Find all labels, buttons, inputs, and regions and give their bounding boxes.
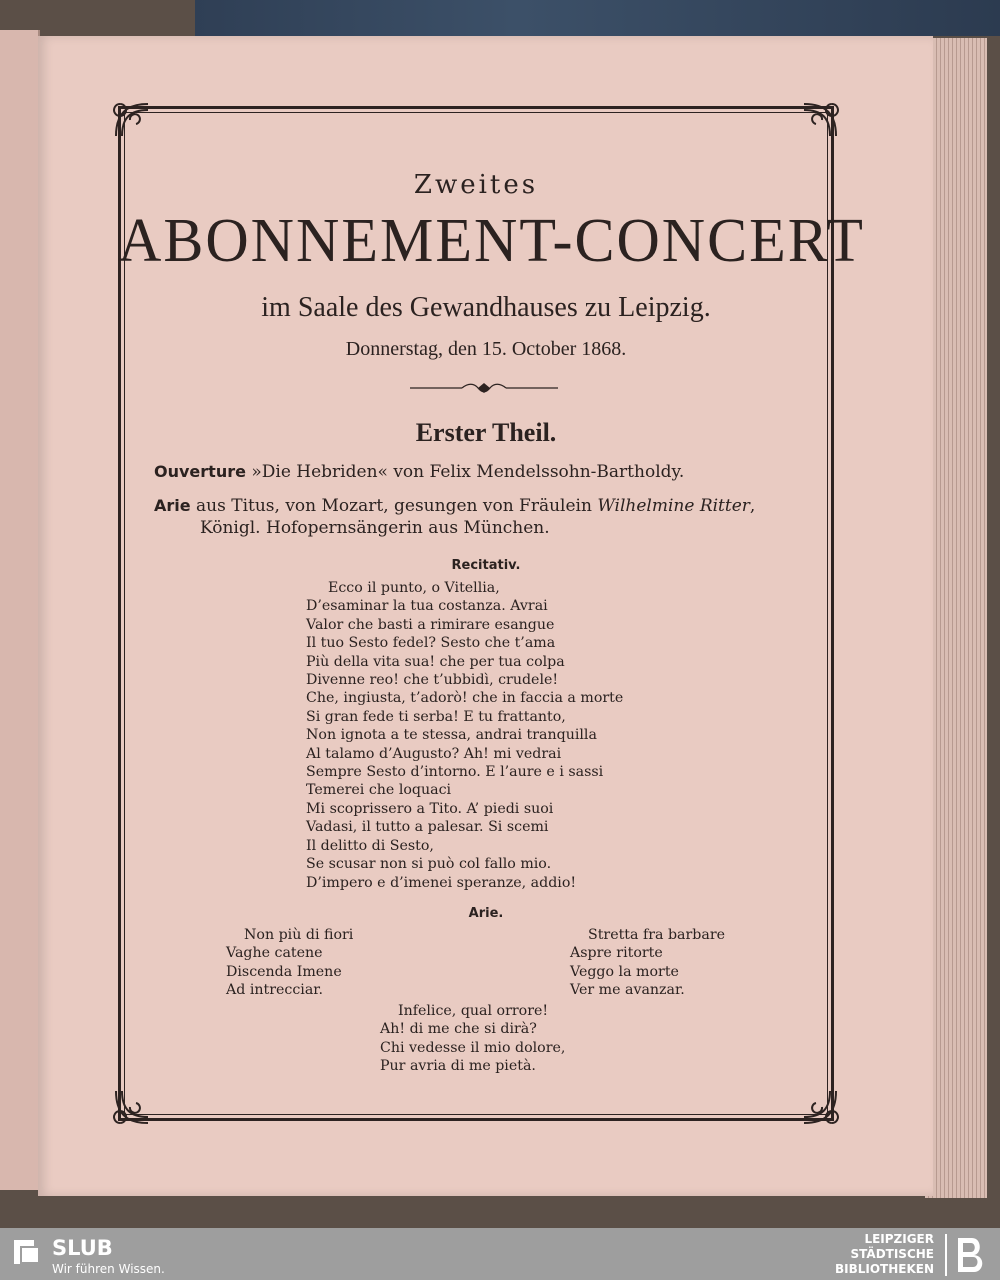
singer-name: Wilhelmine Ritter (597, 496, 750, 516)
venue-line: im Saale des Gewandhauses zu Leipzig. (261, 292, 711, 323)
slub-name[interactable]: SLUB (52, 1236, 113, 1260)
ouverture-line (154, 462, 684, 482)
arie-text: aus Titus, von Mozart, gesungen von Fräulein (190, 496, 598, 516)
part-heading: Erster Theil. (415, 418, 557, 447)
verse-line: Il tuo Sesto fedel? Sesto che t’ama (306, 635, 556, 652)
arie-label: Arie (154, 496, 191, 515)
verse-line: Al talamo d’Augusto? Ah! mi vedrai (306, 745, 562, 762)
verse-line: Infelice, qual orrore! (398, 1003, 549, 1019)
divider-ornament-icon (410, 381, 558, 395)
verse-line: D’impero e d’imenei speranze, addio! (306, 874, 577, 891)
ouverture-label: Ouverture (154, 462, 246, 481)
library-name-line: STÄDTISCHE (850, 1247, 934, 1261)
verse-line: Mi scoprissero a Tito. A’ piedi suoi (306, 800, 554, 817)
verse-line: Che, ingiusta, t’adorò! che in faccia a morte (306, 690, 624, 707)
recitativ-heading: Recitativ. (451, 558, 521, 573)
date-line: Donnerstag, den 15. October 1868. (345, 338, 627, 360)
verse-line: Non più di fiori (244, 927, 354, 943)
verse-line: Ad intrecciar. (226, 982, 324, 999)
verse-line: Si gran fede ti serba! E tu frattanto, (306, 708, 566, 725)
verse-line: Temerei che loquaci (306, 782, 452, 799)
library-name-line: BIBLIOTHEKEN (834, 1262, 934, 1276)
verse-line: Chi vedesse il mio dolore, (380, 1039, 566, 1056)
verse-line: Ecco il punto, o Vitellia, (328, 580, 500, 596)
page-title: ABONNEMENT-CONCERT (118, 205, 865, 275)
aria-right-stanza (570, 926, 725, 1000)
verse-line: Vadasi, il tutto a palesar. Si scemi (306, 819, 549, 836)
verse-line: Aspre ritorte (570, 945, 663, 962)
verse-line: Il delitto di Sesto, (306, 837, 434, 854)
verse-line: Sempre Sesto d’intorno. E l’aure e i sassi (306, 764, 604, 781)
corner-ornament-icon (108, 96, 154, 142)
aria-final-stanza (380, 1002, 565, 1076)
corner-ornament-icon (798, 96, 844, 142)
verse-line: Pur avria di me pietà. (380, 1058, 536, 1075)
verse-line: Non ignota a te stessa, andrai tranquilla (306, 727, 597, 744)
library-name-line: LEIPZIGER (864, 1232, 934, 1246)
left-page-edge (0, 30, 40, 1190)
verse-line: Valor che basti a rimirare esangue (306, 616, 555, 633)
arie-comma: , (749, 496, 756, 516)
verse-line: Divenne reo! che t’ubbidì, crudele! (306, 672, 559, 689)
slub-logo-icon[interactable] (10, 1236, 42, 1268)
verse-line: Se scusar non si può col fallo mio. (306, 856, 552, 873)
aria-left-stanza (226, 926, 353, 1000)
slub-tagline: Wir führen Wissen. (52, 1262, 165, 1276)
corner-ornament-icon (798, 1085, 844, 1131)
verse-line: D’esaminar la tua costanza. Avrai (306, 598, 548, 615)
verse-line: Più della vita sua! che per tua colpa (306, 653, 565, 670)
corner-ornament-icon (108, 1085, 154, 1131)
library-logo-icon[interactable] (944, 1232, 992, 1278)
arie-line-2: Königl. Hofopernsängerin aus München. (200, 518, 550, 538)
verse-line: Veggo la morte (570, 963, 679, 980)
book-cover-edge (195, 0, 1000, 36)
verse-line: Vaghe catene (226, 945, 323, 962)
verse-line: Ver me avanzar. (570, 982, 685, 999)
ouverture-text: »Die Hebriden« von Felix Mendelssohn-Bartholdy. (245, 462, 685, 482)
library-name[interactable] (835, 1232, 934, 1277)
arie-heading: Arie. (468, 906, 504, 921)
verse-line: Stretta fra barbare (588, 927, 726, 943)
verse-line: Discenda Imene (226, 963, 342, 980)
recitativ-text (306, 579, 623, 892)
verse-line: Ah! di me che si dirà? (380, 1021, 537, 1038)
heading-small: Zweites (413, 170, 539, 200)
page-stack-edges (925, 38, 987, 1198)
arie-line (154, 496, 755, 516)
